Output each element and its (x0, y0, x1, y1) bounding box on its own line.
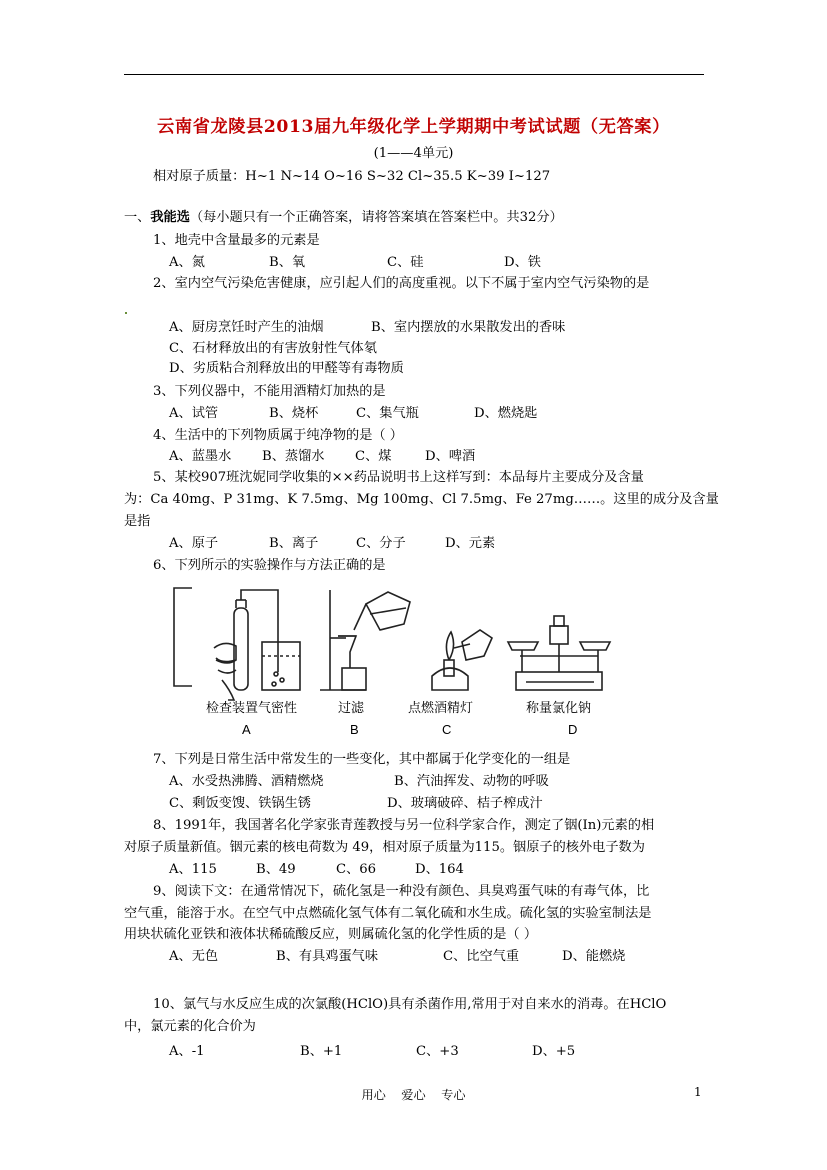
question-9-line-1: 9、阅读下文：在通常情况下，硫化氢是一种没有颜色、具臭鸡蛋气味的有毒气体，比 (153, 884, 650, 899)
q9-option-b: B、有具鸡蛋气味 (276, 949, 379, 964)
q7-option-c: C、剩饭变馊、铁锅生锈 (169, 796, 311, 811)
figure-letter-a: A (242, 722, 251, 737)
q8-option-c: C、66 (336, 862, 377, 877)
q2-option-b: B、室内摆放的水果散发出的香味 (371, 320, 566, 335)
q3-option-d: D、燃烧匙 (474, 406, 538, 421)
question-5-line-3: 是指 (124, 514, 151, 529)
figure-letter-d: D (568, 722, 578, 737)
figure-bracket (174, 588, 192, 686)
lab-operations-illustration (170, 586, 630, 742)
question-8-line-1: 8、1991年，我国著名化学家张青莲教授与另一位科学家合作，测定了铟(In)元素的相 (153, 818, 655, 833)
question-8-line-2: 对原子质量新值。铟元素的核电荷数为 49，相对原子质量为115。铟原子的核外电子数为 (124, 840, 645, 855)
section-instructions: （每小题只有一个正确答案，请将答案填在答案栏中。共32分） (189, 210, 563, 225)
figure-label-d: 称量氯化钠 (526, 700, 592, 715)
q8-option-b: B、49 (256, 862, 296, 877)
q5-option-b: B、离子 (269, 536, 319, 551)
q1-option-d: D、铁 (504, 255, 541, 270)
q2-option-a: A、厨房烹饪时产生的油烟 (169, 320, 324, 335)
question-4-stem: 4、生活中的下列物质属于纯净物的是（ ） (153, 428, 403, 443)
question-7-stem: 7、下列是日常生活中常发生的一些变化，其中都属于化学变化的一组是 (153, 752, 571, 767)
question-5-line-1: 5、某校907班沈妮同学收集的××药品说明书上这样写到：本品每片主要成分及含量 (153, 470, 644, 485)
q10-option-d: D、+5 (532, 1044, 576, 1059)
q5-option-c: C、分子 (356, 536, 406, 551)
question-10-line-1: 10、氯气与水反应生成的次氯酸(HClO)具有杀菌作用,常用于对自来水的消毒。在HClO (153, 997, 667, 1012)
question-9-line-2: 空气重，能溶于水。在空气中点燃硫化氢气体有二氧化硫和水生成。硫化氢的实验室制法是 (124, 906, 652, 921)
figure-label-b: 过滤 (338, 700, 365, 715)
q9-option-d: D、能燃烧 (562, 949, 626, 964)
figure-letter-c: C (442, 722, 452, 737)
q5-option-a: A、原子 (169, 536, 219, 551)
section-title: 我能选 (150, 210, 190, 225)
stray-mark (125, 312, 127, 314)
section-heading (124, 209, 563, 227)
q3-option-c: C、集气瓶 (356, 406, 419, 421)
q2-option-c: C、石材释放出的有害放射性气体氡 (169, 341, 377, 356)
question-6-stem: 6、下列所示的实验操作与方法正确的是 (153, 558, 386, 573)
question-3-stem: 3、下列仪器中，不能用酒精灯加热的是 (153, 384, 386, 399)
q7-option-b: B、汽油挥发、动物的呼吸 (394, 774, 549, 789)
q1-option-b: B、氧 (269, 255, 306, 270)
figure-letter-b: B (350, 722, 359, 737)
q4-option-d: D、啤酒 (425, 449, 476, 464)
q3-option-a: A、试管 (169, 406, 219, 421)
airtightness-apparatus (214, 590, 300, 700)
q4-option-a: A、蓝墨水 (169, 449, 232, 464)
question-2-stem: 2、室内空气污染危害健康，应引起人们的高度重视。以下不属于室内空气污染物的是 (153, 276, 650, 291)
atomic-mass-line: 相对原子质量：H~1 N~14 O~16 S~32 Cl~35.5 K~39 I~127 (153, 169, 551, 184)
question-1-stem: 1、地壳中含量最多的元素是 (153, 233, 320, 248)
q7-option-d: D、玻璃破碎、桔子榨成汁 (387, 796, 543, 811)
q2-option-d: D、劣质粘合剂释放出的甲醛等有毒物质 (169, 361, 404, 376)
figure-label-a: 检查装置气密性 (206, 700, 298, 715)
question-5-line-2: 为：Ca 40mg、P 31mg、K 7.5mg、Mg 100mg、Cl 7.5mg、Fe 27mg……。这里的成分及含量 (124, 492, 719, 507)
q5-option-d: D、元素 (445, 536, 496, 551)
balance-apparatus (508, 616, 610, 690)
q9-option-a: A、无色 (169, 949, 219, 964)
page-footer: 用心 爱心 专心 (361, 1088, 466, 1102)
question-9-line-3: 用块状硫化亚铁和液体状稀硫酸反应，则属硫化氢的化学性质的是（ ） (124, 927, 538, 942)
q10-option-b: B、+1 (300, 1044, 343, 1059)
unit-range: (1——4单元) (373, 146, 454, 161)
q10-option-c: C、+3 (416, 1044, 459, 1059)
lab-operations-figure (170, 586, 630, 742)
q1-option-c: C、硅 (387, 255, 424, 270)
q4-option-b: B、蒸馏水 (262, 449, 325, 464)
question-10-line-2: 中，氯元素的化合价为 (124, 1019, 256, 1034)
page-title: 云南省龙陵县2013届九年级化学上学期期中考试试题（无答案） (157, 117, 670, 137)
q1-option-a: A、氮 (169, 255, 205, 270)
q8-option-a: A、115 (169, 862, 217, 877)
section-number: 一、 (124, 210, 151, 225)
page-number: 1 (694, 1085, 702, 1099)
figure-label-c: 点燃酒精灯 (408, 700, 474, 715)
q8-option-d: D、164 (415, 862, 464, 877)
q7-option-a: A、水受热沸腾、酒精燃烧 (169, 774, 324, 789)
q10-option-a: A、-1 (169, 1044, 205, 1059)
filtration-apparatus (320, 590, 410, 690)
alcohol-lamp-apparatus (432, 630, 492, 690)
header-rule (124, 74, 704, 75)
q9-option-c: C、比空气重 (443, 949, 520, 964)
q4-option-c: C、煤 (355, 449, 392, 464)
q3-option-b: B、烧杯 (269, 406, 319, 421)
